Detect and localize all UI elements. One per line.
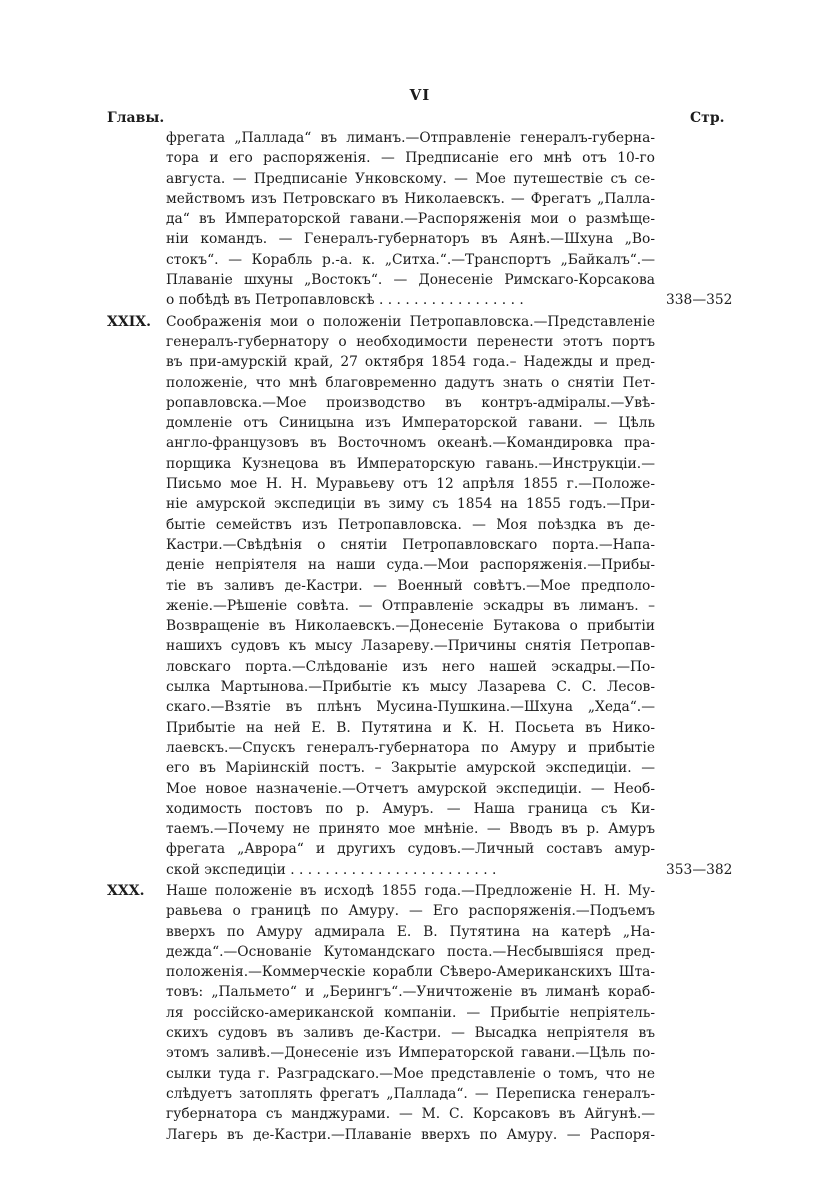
chapters-column-label: Главы. (107, 110, 165, 126)
entry-text (166, 881, 655, 1145)
page-range: 353—382 (666, 861, 733, 878)
entry-line: Кастри.—Свѣдѣнія о снятіи Петропавловскаго порта.—Напа- (166, 536, 655, 553)
page-range: 338—352 (666, 292, 733, 309)
entry-line: августа. — Предписаніе Унковскому. — Мое путешествіе съ се- (166, 170, 655, 187)
page-number: VI (409, 86, 431, 104)
entry-line: ніе амурской экспедиціи въ зиму съ 1854 на 1855 годъ.—При- (166, 496, 655, 513)
entry-line: Прибытіе на ней Е. В. Путятина и К. Н. Посьета въ Нико- (166, 719, 655, 736)
entry-line: Лагерь въ де-Кастри.—Плаваніе вверхъ по Амуру. — Распоря- (166, 1126, 655, 1143)
pages-column-label: Стр. (690, 110, 725, 126)
entry-line: ходимость постовъ по р. Амуръ. — Наша граница съ Ки- (166, 800, 655, 817)
entry-line: положенія.—Коммерческіе корабли Сѣверо-Американскихъ Шта- (166, 964, 655, 981)
entry-line: товъ: „Пальмето“ и „Берингъ“.—Уничтоженіе въ лиманѣ кораб- (166, 984, 655, 1001)
chapter-number: XXIX. (107, 313, 152, 330)
entry-line: женіе.—Рѣшеніе совѣта. — Отправленіе эскадры въ лиманъ. – (166, 597, 655, 614)
entry-line: дежда“.—Основаніе Кутомандскаго поста.—Несбывшіяся пред- (166, 943, 655, 960)
entry-line: генералъ-губернатору о необходимости перенести этотъ портъ (166, 333, 655, 350)
entry-line: фрегата „Паллада“ въ лиманъ.—Отправленіе генералъ-губерна- (166, 130, 655, 146)
entry-line: нашихъ судовъ къ мысу Лазареву.—Причины снятія Петропав- (166, 638, 655, 655)
toc-entry (0, 881, 840, 1145)
entry-line: его въ Маріинскій постъ. – Закрытіе амурской экспедиціи. — (166, 760, 655, 777)
chapter-number: XXX. (107, 882, 145, 899)
entry-text (166, 312, 655, 880)
entry-line: въ при-амурскій край, 27 октября 1854 года.– Надежды и пред- (166, 354, 655, 371)
entry-line: мействомъ изъ Петровскаго въ Николаевскъ. — Фрегатъ „Палла- (166, 190, 655, 207)
entry-line: губернатора съ манджурами. — М. С. Корсаковъ въ Айгунѣ.— (166, 1106, 655, 1123)
entry-line: Письмо мое Н. Н. Муравьеву отъ 12 апрѣля 1855 г.—Положе- (166, 476, 655, 493)
entry-text (166, 128, 655, 311)
entry-line: равьева о границѣ по Амуру. — Его распоряженія.—Подъемъ (166, 903, 655, 920)
entry-line: англо-французовъ въ Восточномъ океанѣ.—Командировка пра- (166, 435, 655, 452)
entry-line: стокъ“. — Корабль р.-а. к. „Ситха.“.—Транспортъ „Байкалъ“.— (166, 251, 655, 268)
entry-line: ля россійско-американской компаніи. — Прибытіе непріятель- (166, 1004, 655, 1021)
entry-line: сылки туда г. Разградскаго.—Мое представленіе о томъ, что не (166, 1065, 655, 1082)
entry-line: фрегата „Аврора“ и другихъ судовъ.—Личный составъ амур- (166, 841, 655, 858)
entry-line: ропавловска.—Мое производство въ контръ-адміралы.—Увѣ- (166, 394, 655, 411)
entry-line: Наше положеніе въ исходѣ 1855 года.—Предложеніе Н. Н. Му- (166, 882, 655, 899)
entry-line: таемъ.—Почему не принято мое мнѣніе. — Вводъ въ р. Амуръ (166, 821, 655, 838)
entry-line: лаевскъ.—Спускъ генералъ-губернатора по Амуру и прибытіе (166, 739, 655, 756)
entry-line: да“ въ Императорской гавани.—Распоряженія мои о размѣще- (166, 211, 655, 228)
entry-line: домленіе отъ Синицына изъ Императорской гавани. — Цѣль (166, 415, 655, 432)
entry-line: ловскаго порта.—Слѣдованіе изъ него нашей эскадры.—По- (166, 658, 655, 675)
entry-line: тіе въ заливъ де-Кастри. — Военный совѣтъ.—Мое предполо- (166, 577, 655, 594)
entry-line: о побѣдѣ въ Петропавловскѣ . . . . . . . . . . . . . . . . . (166, 292, 524, 309)
entry-line: Возвращеніе въ Николаевскъ.—Донесеніе Бутакова о прибытіи (166, 618, 655, 635)
entry-line: Мое новое назначеніе.—Отчетъ амурской экспедиціи. — Необ- (166, 780, 655, 797)
entry-line: сылка Мартынова.—Прибытіе къ мысу Лазарева С. С. Лесов- (166, 679, 655, 696)
entry-line: ніи командъ. — Генералъ-губернаторъ въ Аянѣ.—Шхуна „Во- (166, 231, 655, 248)
entry-line: положеніе, что мнѣ благовременно дадутъ знать о снятіи Пет- (166, 374, 655, 391)
toc-entry (0, 312, 840, 880)
entry-line: тора и его распоряженія. — Предписаніе его мнѣ отъ 10-го (166, 150, 655, 167)
entry-line: слѣдуетъ затоплять фрегатъ „Паллада“. — Переписка генералъ- (166, 1085, 655, 1102)
entry-line: ской экспедиціи . . . . . . . . . . . . . . . . . . . . . . . . (166, 861, 497, 878)
entry-line: бытіе семействъ изъ Петропавловска. — Моя поѣздка въ де- (166, 516, 655, 533)
entry-line: скихъ судовъ въ заливъ де-Кастри. — Высадка непріятеля въ (166, 1025, 655, 1042)
entry-line: Соображенія мои о положеніи Петропавловска.—Представленіе (166, 313, 655, 330)
entry-line: вверхъ по Амуру адмирала Е. В. Путятина на катерѣ „На- (166, 923, 655, 940)
entry-line: скаго.—Взятіе въ плѣнъ Мусина-Пушкина.—Шхуна „Хеда“.— (166, 699, 655, 716)
entry-line: порщика Кузнецова въ Императорскую гавань.—Инструкціи.— (166, 455, 655, 472)
toc-entry (0, 128, 840, 311)
entry-line: этомъ заливѣ.—Донесеніе изъ Императорской гавани.—Цѣль по- (166, 1045, 655, 1062)
table-of-contents (0, 128, 840, 1146)
entry-line: деніе непріятеля на наши суда.—Мои распоряженія.—Прибы- (166, 557, 655, 574)
entry-line: Плаваніе шхуны „Востокъ“. — Донесеніе Римскаго-Корсакова (166, 272, 655, 289)
